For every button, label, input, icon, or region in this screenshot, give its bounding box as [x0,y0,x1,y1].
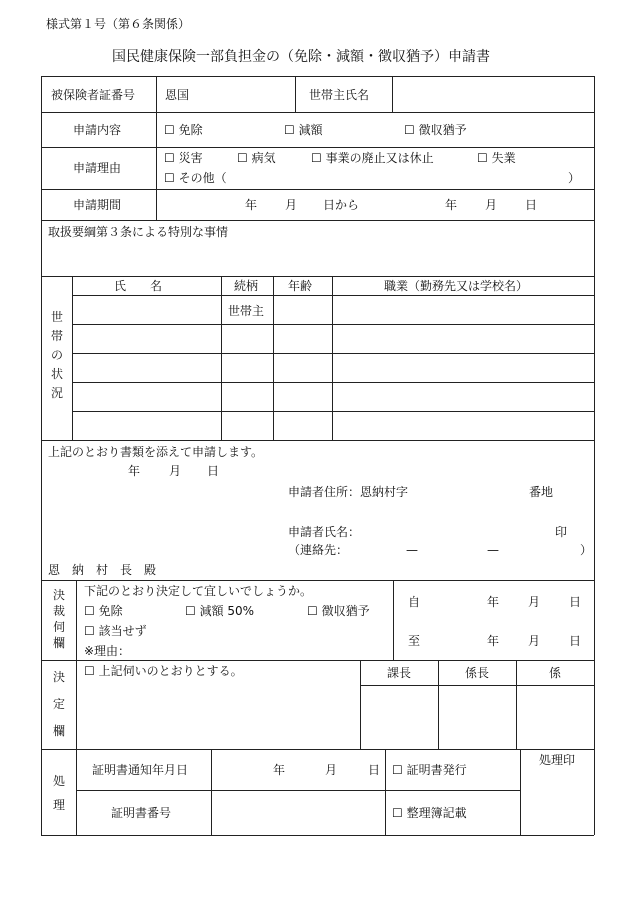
approval-checkbox-reduction-50[interactable]: ☐ 減額 50% [185,604,255,618]
approval-checkbox-deferral[interactable]: ☐ 徴収猶予 [307,604,370,618]
declaration-text: 上記のとおり書類を添えて申請します。 [48,445,264,459]
decision-checkbox-approve[interactable]: ☐ 上記伺いのとおりとする。 [84,664,243,678]
seal-mark: 印 [555,525,568,539]
role-section-chief: 課長 [387,666,412,680]
column-header-relation: 続柄 [234,279,259,293]
column-header-name: 氏 名 [114,279,163,293]
checkbox-certificate-issued[interactable]: ☐ 証明書発行 [392,763,467,777]
certificate-notice-date-label: 証明書通知年月日 [92,763,189,777]
application-period-label: 申請期間 [73,198,122,212]
role-staff: 係 [549,666,562,680]
period-to-day: 日 [525,198,538,212]
approval-section-label: 決 裁 伺 欄 [52,588,65,650]
certificate-number-label: 証明書番号 [111,806,172,820]
application-content-label: 申請内容 [73,123,122,137]
approval-reason-label: ※理由： [84,644,131,658]
insured-number-value[interactable]: 恩国 [165,88,190,102]
approval-checkbox-not-applicable[interactable]: ☐ 該当せず [84,624,147,638]
processing-section-label: 処 理 [52,774,65,812]
other-close-paren: ） [568,171,581,185]
approval-to-label: 至 [408,634,421,648]
household-status-label: 世 帯 の 状 況 [50,310,63,400]
contact-dash-1: — [406,543,418,557]
approval-from-day: 日 [569,595,582,609]
approval-from-month: 月 [528,595,541,609]
checkbox-other[interactable]: ☐ その他（ [164,171,227,185]
contact-dash-2: — [487,543,499,557]
checkbox-unemployment[interactable]: ☐ 失業 [477,151,516,165]
approval-from-label: 自 [408,595,421,609]
checkbox-exemption[interactable]: ☐ 免除 [164,123,203,137]
checkbox-deferral[interactable]: ☐ 徴収猶予 [404,123,467,137]
special-circumstances-label: 取扱要綱第３条による特別な事情 [48,225,229,239]
period-to-month: 月 [485,198,498,212]
approval-to-day: 日 [569,634,582,648]
decision-section-label: 決 定 欄 [52,670,65,738]
insured-number-label: 被保険者証番号 [51,88,136,102]
household-head-name-field[interactable] [400,82,588,108]
certificate-notice-month: 月 [325,763,338,777]
checkbox-reduction[interactable]: ☐ 減額 [284,123,323,137]
contact-close-paren: ） [580,543,593,557]
approval-from-year: 年 [487,595,500,609]
contact-label: （連絡先： [288,543,349,557]
approval-checkbox-exemption[interactable]: ☐ 免除 [84,604,123,618]
certificate-notice-day: 日 [368,763,381,777]
column-header-age: 年齢 [288,279,313,293]
column-header-occupation: 職業（勤務先又は学校名） [384,279,529,293]
application-reason-label: 申請理由 [73,161,122,175]
addressee: 恩 納 村 長 殿 [48,563,157,577]
form-number: 様式第１号（第６条関係） [46,17,191,31]
approval-to-month: 月 [528,634,541,648]
period-to-year: 年 [445,198,458,212]
checkbox-disaster[interactable]: ☐ 災害 [164,151,203,165]
period-from-month: 月 [285,198,298,212]
processing-seal-label: 処理印 [539,753,576,767]
approval-to-year: 年 [487,634,500,648]
checkbox-business-closure[interactable]: ☐ 事業の廃止又は休止 [311,151,434,165]
period-from-day: 日から [323,198,360,212]
approval-text: 下記のとおり決定して宜しいでしょうか。 [84,584,313,598]
applicant-address-label: 申請者住所：恩納村字 [288,485,409,499]
declaration-month: 月 [169,464,182,478]
address-suffix: 番地 [529,485,554,499]
certificate-notice-year: 年 [273,763,286,777]
period-from-year: 年 [245,198,258,212]
page-title: 国民健康保険一部負担金の（免除・減額・徴収猶予）申請書 [112,49,490,65]
checkbox-illness[interactable]: ☐ 病気 [237,151,276,165]
household-head-name-label: 世帯主氏名 [309,88,370,102]
role-subsection-chief: 係長 [465,666,490,680]
checkbox-ledger-recorded[interactable]: ☐ 整理簿記載 [392,806,467,820]
declaration-day: 日 [207,464,220,478]
relation-household-head: 世帯主 [228,304,265,318]
declaration-year: 年 [128,464,141,478]
applicant-name-label: 申請者氏名： [288,525,361,539]
